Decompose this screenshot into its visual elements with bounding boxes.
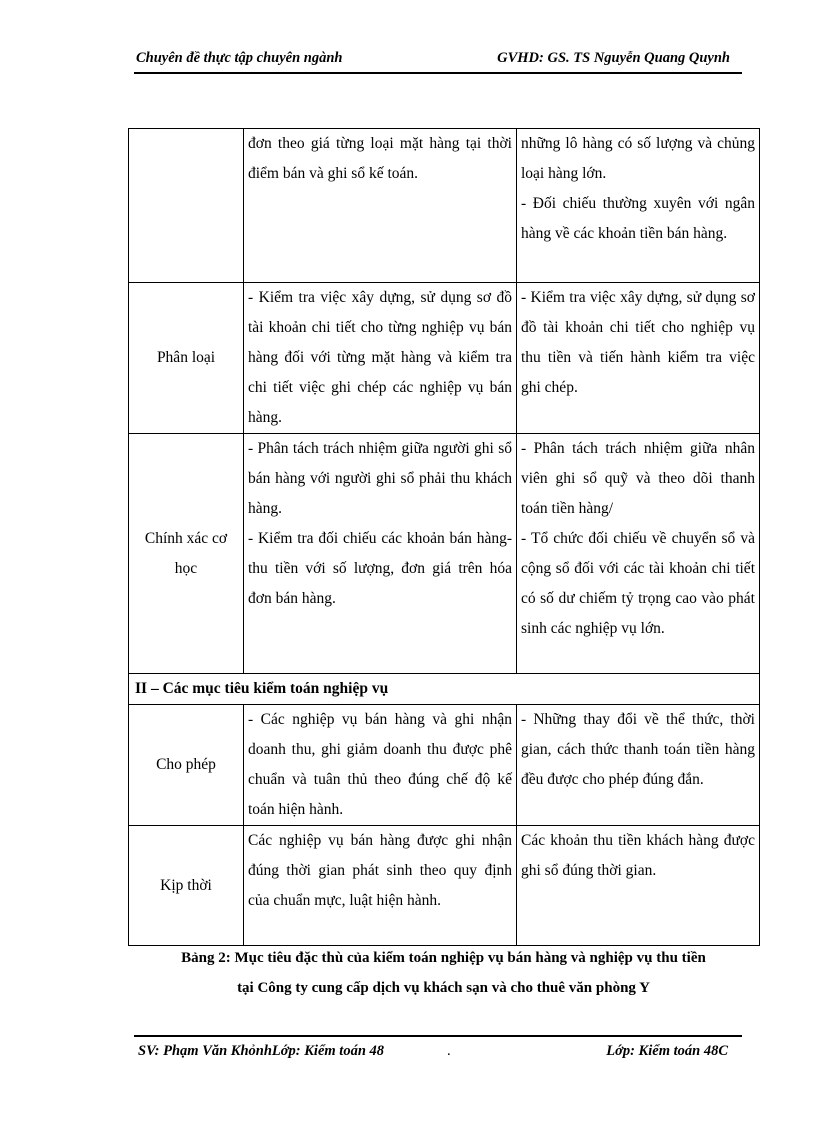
row-cell-sales [244, 129, 517, 283]
header-divider [134, 72, 742, 74]
caption-line-2: tại Công ty cung cấp dịch vụ khách sạn và cho thuê văn phòng Y [237, 980, 650, 996]
page-header [134, 48, 742, 70]
cell-paragraph: - Kiểm tra việc xây dựng, sử dụng sơ đồ tài khoản chi tiết cho nghiệp vụ thu tiền và tiến hành kiểm tra việc ghi chép. [521, 289, 755, 396]
row-cell-collection [517, 283, 760, 434]
cell-paragraph: Các nghiệp vụ bán hàng được ghi nhận đúng thời gian phát sinh theo quy định của chuẩn mực, luật hiện hành. [248, 832, 512, 909]
header-supervisor: GVHD: GS. TS Nguyễn Quang Quynh [497, 50, 730, 66]
table-caption [128, 943, 759, 1003]
footer-divider [134, 1035, 742, 1037]
table-row [129, 434, 760, 674]
cell-paragraph: - Các nghiệp vụ bán hàng và ghi nhận doanh thu, ghi giảm doanh thu được phê chuẩn và tuân thủ theo đúng chế độ kế toán hiện hành. [248, 711, 512, 818]
row-label: Phân loại [129, 283, 244, 434]
row-cell-collection [517, 826, 760, 946]
row-cell-sales [244, 826, 517, 946]
header-topic: Chuyên đề thực tập chuyên ngành [136, 50, 343, 66]
footer-dot: . [447, 1043, 451, 1059]
cell-paragraph: - Những thay đổi về thể thức, thời gian, cách thức thanh toán tiền hàng đều được cho phép đúng đắn. [521, 711, 755, 788]
table-row [129, 826, 760, 946]
section-row [129, 674, 760, 705]
table-row [129, 283, 760, 434]
cell-paragraph: Các khoản thu tiền khách hàng được ghi sổ đúng thời gian. [521, 832, 755, 879]
row-cell-sales [244, 283, 517, 434]
page-footer [134, 1041, 742, 1063]
cell-paragraph: - Đối chiếu thường xuyên với ngân hàng về các khoản tiền bán hàng. [521, 195, 755, 242]
cell-paragraph: - Kiểm tra việc xây dựng, sử dụng sơ đồ tài khoản chi tiết cho từng nghiệp vụ bán hàng đối với từng mặt hàng và kiểm tra chi tiết việc ghi chép các nghiệp vụ bán hàng. [248, 289, 512, 426]
cell-paragraph: đơn theo giá từng loại mặt hàng tại thời điểm bán và ghi sổ kế toán. [248, 135, 512, 182]
caption-line-1: Bảng 2: Mục tiêu đặc thù của kiểm toán nghiệp vụ bán hàng và nghiệp vụ thu tiền [181, 950, 706, 966]
cell-paragraph: - Kiểm tra đối chiếu các khoản bán hàng-thu tiền với số lượng, đơn giá trên hóa đơn bán hàng. [248, 530, 512, 607]
section-heading: II – Các mục tiêu kiểm toán nghiệp vụ [129, 674, 760, 705]
footer-class: Lớp: Kiểm toán 48C [606, 1043, 728, 1059]
row-cell-sales [244, 705, 517, 826]
cell-paragraph: những lô hàng có số lượng và chủng loại hàng lớn. [521, 135, 755, 182]
row-cell-collection [517, 129, 760, 283]
row-label [129, 129, 244, 283]
cell-paragraph: - Phân tách trách nhiệm giữa người ghi sổ bán hàng với người ghi sổ phải thu khách hàng. [248, 440, 512, 517]
row-label: Cho phép [129, 705, 244, 826]
row-cell-sales [244, 434, 517, 674]
objectives-table [128, 128, 760, 946]
table-row [129, 129, 760, 283]
row-label: Chính xác cơ học [129, 434, 244, 674]
footer-student: SV: Phạm Văn KhỏnhLớp: Kiểm toán 48 [138, 1043, 385, 1059]
cell-paragraph: - Tổ chức đối chiếu về chuyển sổ và cộng sổ đối với các tài khoản chi tiết có số dư chiếm tỷ trọng cao vào phát sinh các nghiệp vụ lớn. [521, 530, 755, 637]
table-row [129, 705, 760, 826]
row-cell-collection [517, 434, 760, 674]
cell-paragraph: - Phân tách trách nhiệm giữa nhân viên ghi sổ quỹ và theo dõi thanh toán tiền hàng/ [521, 440, 755, 517]
row-label: Kịp thời [129, 826, 244, 946]
row-cell-collection [517, 705, 760, 826]
